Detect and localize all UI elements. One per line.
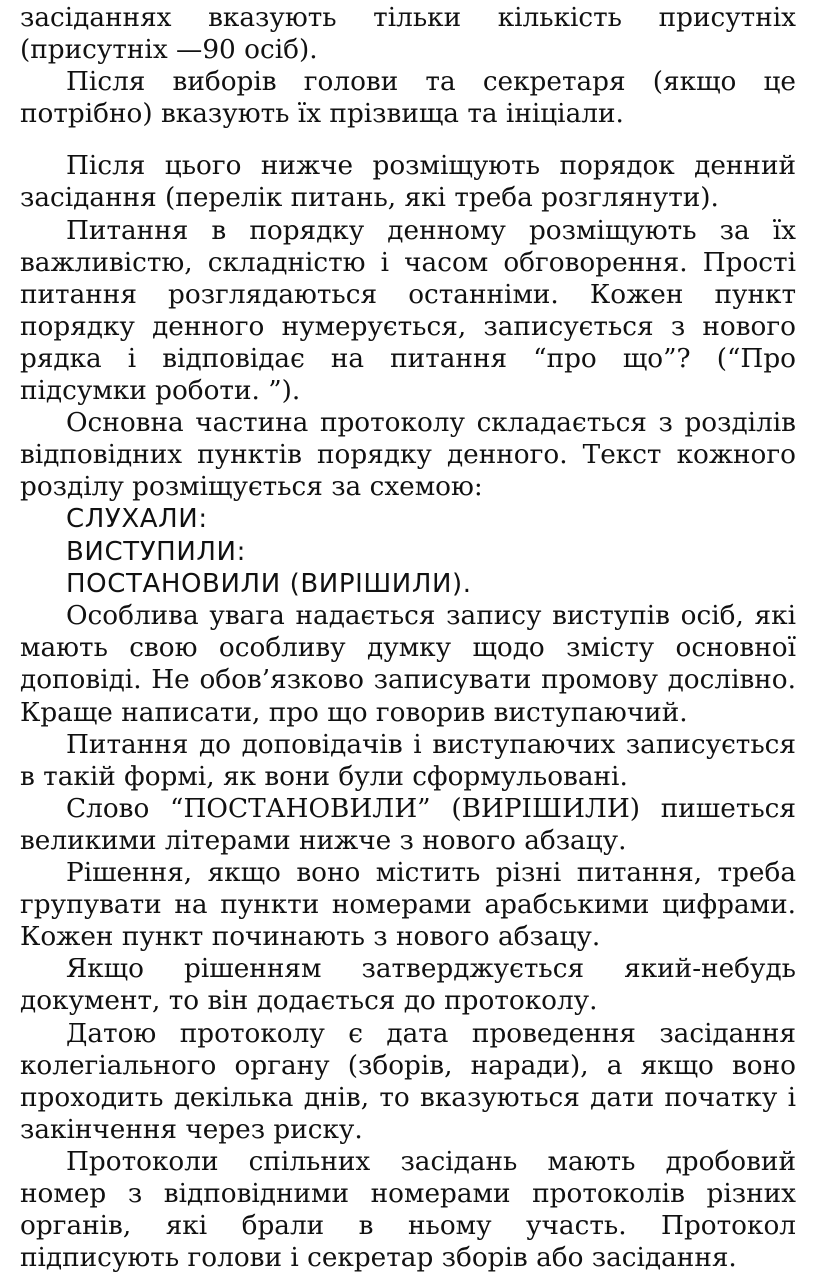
paragraph-attachment: Якщо рішенням затверджується який-небудь документ, то він додається до протоколу. (20, 954, 796, 1017)
paragraph-questions: Питання до доповідачів і виступаючих записується в такій формі, як вони були сформульовані. (20, 729, 796, 792)
paragraph-decision-points: Рішення, якщо воно містить різні питання, треба групувати на пункти номерами арабськими цифрами. Кожен пункт починають з нового абзацу. (20, 858, 796, 953)
scheme-spoke: ВИСТУПИЛИ: (66, 536, 246, 567)
paragraph-attendance: засіданнях вказують тільки кількість присутніх (присутніх —90 осіб). (20, 3, 796, 66)
scheme-resolved: ПОСТАНОВИЛИ (ВИРІШИЛИ). (66, 569, 472, 599)
paragraph-resolved-word: Слово “ПОСТАНОВИЛИ” (ВИРІШИЛИ) пишеться великими літерами нижче з нового абзацу. (20, 793, 796, 856)
paragraph-chair-secretary: Після виборів голови та секретаря (якщо це потрібно) вказують їх прізвища та ініціали. (20, 67, 796, 130)
paragraph-joint-meetings: Протоколи спільних засідань мають дробовий номер з відповідними номерами протоколів різних органів, які брали в ньому участь. Протокол підписують голови і секретар зборів або засідання. (20, 1146, 796, 1274)
paragraph-agenda: Після цього нижче розміщують порядок денний засідання (перелік питань, які треба розглянути). (20, 151, 796, 214)
paragraph-speeches: Особлива увага надається запису виступів осіб, які мають свою особливу думку щодо змісту основної доповіді. Не обов’язково записувати промову дослівно. Краще написати, про що говорив виступаючий. (20, 601, 796, 728)
paragraph-agenda-order: Питання в порядку денному розміщують за їх важливістю, складністю і часом обговорення. Прості питання розглядаються останніми. Кожен пункт порядку денного нумерується, записується з нового рядка і відповідає на питання “про що”? (“Про підсумки роботи. ”). (20, 215, 796, 407)
paragraph-main-part: Основна частина протоколу складається з розділів відповідних пунктів порядку денного. Текст кожного розділу розміщується за схемою: (20, 408, 796, 503)
scheme-heard: СЛУХАЛИ: (66, 504, 208, 535)
paragraph-protocol-date: Датою протоколу є дата проведення засідання колегіального органу (зборів, наради), а якщо воно проходить декілька днів, то вказуються дати початку і закінчення через риску. (20, 1018, 796, 1145)
